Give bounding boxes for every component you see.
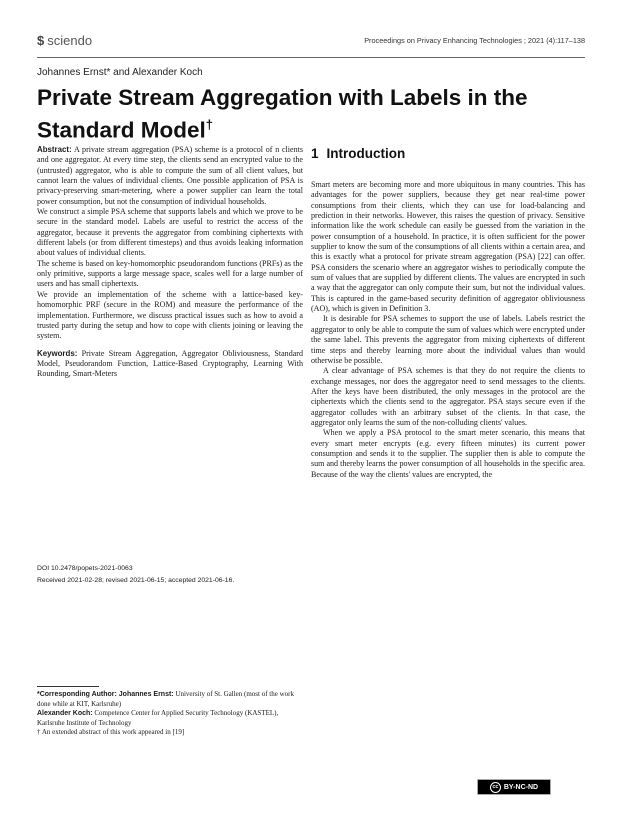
section-title: Introduction: [326, 146, 406, 161]
page-header: [37, 33, 585, 53]
abstract-paragraph-3: The scheme is based on key-homomorphic pseudorandom functions (PRFs) as the only primitive, supports a large message space, scales well for a large number of users and has small ciphertexts.: [37, 258, 303, 289]
abstract-paragraph-4: We provide an implementation of the scheme with a lattice-based key-homomorphic PRF (secure in the ROM) and measure the performance of the implementation. Furthermore, we discuss practical issues such as how to avoid a trusted party during the setup and how to cope with clients joining or leaving the system.: [37, 289, 303, 341]
keywords-label: Keywords:: [37, 348, 78, 358]
footnotes: [37, 690, 303, 738]
footnote-corresponding: [37, 690, 303, 709]
received-dates: Received 2021-02-28; revised 2021-06-15; accepted 2021-06-16.: [37, 577, 235, 584]
cc-license-badge[interactable]: [477, 779, 551, 795]
license-text: BY-NC-ND: [503, 783, 539, 791]
abstract-paragraph-1: [37, 145, 303, 207]
section-number: 1: [311, 146, 319, 161]
abstract-text-1: A private stream aggregation (PSA) scheme is a protocol of n clients and one aggregator. At every time step, the clients send an encrypted value to the (untrusted) aggregator, who is able to compute the sum of all client values, but cannot learn the values of individual clients. One possible application of PSA is privacy-preserving smart-metering, where a power supplier can learn the total power consumption, but not the consumption of individual households.: [37, 145, 303, 206]
coauthor-affiliation: Competence Center for Applied Security Technology (KASTEL), Karlsruhe Institute of Technology: [37, 709, 279, 727]
publisher-name: sciendo: [47, 33, 93, 48]
paper-title: [37, 84, 585, 144]
left-column: [37, 145, 303, 380]
section-heading: [311, 146, 413, 161]
intro-paragraph-1: Smart meters are becoming more and more ubiquitous in many countries. This has advantages for the power suppliers, because they get near real-time power consumptions from their clients, which they can use for load-balancing and prediction in their networks. However, this raises the question of privacy. Sensitive information like the work schedule can easily be guessed from the variation in the power consumption of a household. In practice, it is often sufficient for the power supplier to know the sum of the consumptions of all clients within a certain area, and this is exactly what a protocol for private stream aggregation (PSA) [22] can offer. PSA considers the scenario where an aggregator wishes to periodically compute the sum of values that are supplied by different clients. The values are encrypted in such a way that the aggregator can only compute their sum, but not the individual values. This is captured in the game-based security definition of aggregator obliviousness (AO), which is given in Definition 3.: [311, 180, 585, 314]
keywords-text: Private Stream Aggregation, Aggregator Obliviousness, Standard Model, Pseudorandom Function, Lattice-Based Cryptography, Learning With Rounding, Smart-Meters: [37, 348, 303, 379]
abstract-label: Abstract:: [37, 145, 72, 154]
footnote-divider: [37, 686, 99, 687]
right-column: [311, 180, 585, 480]
sciendo-logo-icon: $: [37, 33, 45, 48]
coauthor-label: Alexander Koch:: [37, 710, 93, 718]
title-text: Private Stream Aggregation with Labels in the Standard Model: [37, 85, 528, 143]
publisher-logo: [37, 33, 92, 48]
abstract-paragraph-2: We construct a simple PSA scheme that supports labels and which we prove to be secure in the standard model. Labels are useful to restrict the access of the aggregator, because it prevents the aggregator from combining ciphertexts with different labels (or from different timesteps) and thus avoids leaking information about values of individual clients.: [37, 207, 303, 258]
corresponding-author-label: *Corresponding Author: Johannes Ernst:: [37, 691, 174, 698]
creative-commons-icon: cc: [490, 782, 501, 793]
footnote-coauthor: [37, 709, 303, 728]
intro-paragraph-2: It is desirable for PSA schemes to support the use of labels. Labels restrict the aggregator to only be able to compute the sum of values which were encrypted under the same label. This prevents the aggregator from mixing ciphertexts of different time steps and thereby learning more about the individual values than would otherwise be possible.: [311, 314, 585, 365]
doi: DOI 10.2478/popets-2021-0063: [37, 565, 133, 572]
keywords-paragraph: [37, 349, 303, 380]
title-footnote-mark: †: [205, 117, 213, 132]
header-divider: [37, 57, 585, 58]
footnote-extended-abstract: † An extended abstract of this work appeared in [19]: [37, 728, 185, 737]
intro-paragraph-4: When we apply a PSA protocol to the smart meter scenario, this means that every smart meter encrypts (e.g. every fifteen minutes) its current power consumption and sends it to the supplier. The supplier then is able to compute the sum and thereby learns the power consumption of all households in the specific area. Because of the way the clients' values are encrypted, the: [311, 428, 585, 479]
intro-paragraph-3: A clear advantage of PSA schemes is that they do not require the clients to exchange messages, nor does the aggregator need to send messages to the clients. After the keys have been distributed, the only messages in the protocol are the ciphertexts which the clients send to the aggregator. PSA stays secure even if the aggregator colludes with an arbitrary subset of the clients. In that case, the aggregator only learns the sum of the non-colluding clients' values.: [311, 366, 585, 427]
author-line: Johannes Ernst* and Alexander Koch: [37, 67, 203, 78]
corresponding-author-affiliation: University of St. Gallen (most of the work done while at KIT, Karlsruhe): [37, 690, 294, 708]
journal-citation: Proceedings on Privacy Enhancing Technologies ; 2021 (4):117–138: [364, 36, 585, 45]
